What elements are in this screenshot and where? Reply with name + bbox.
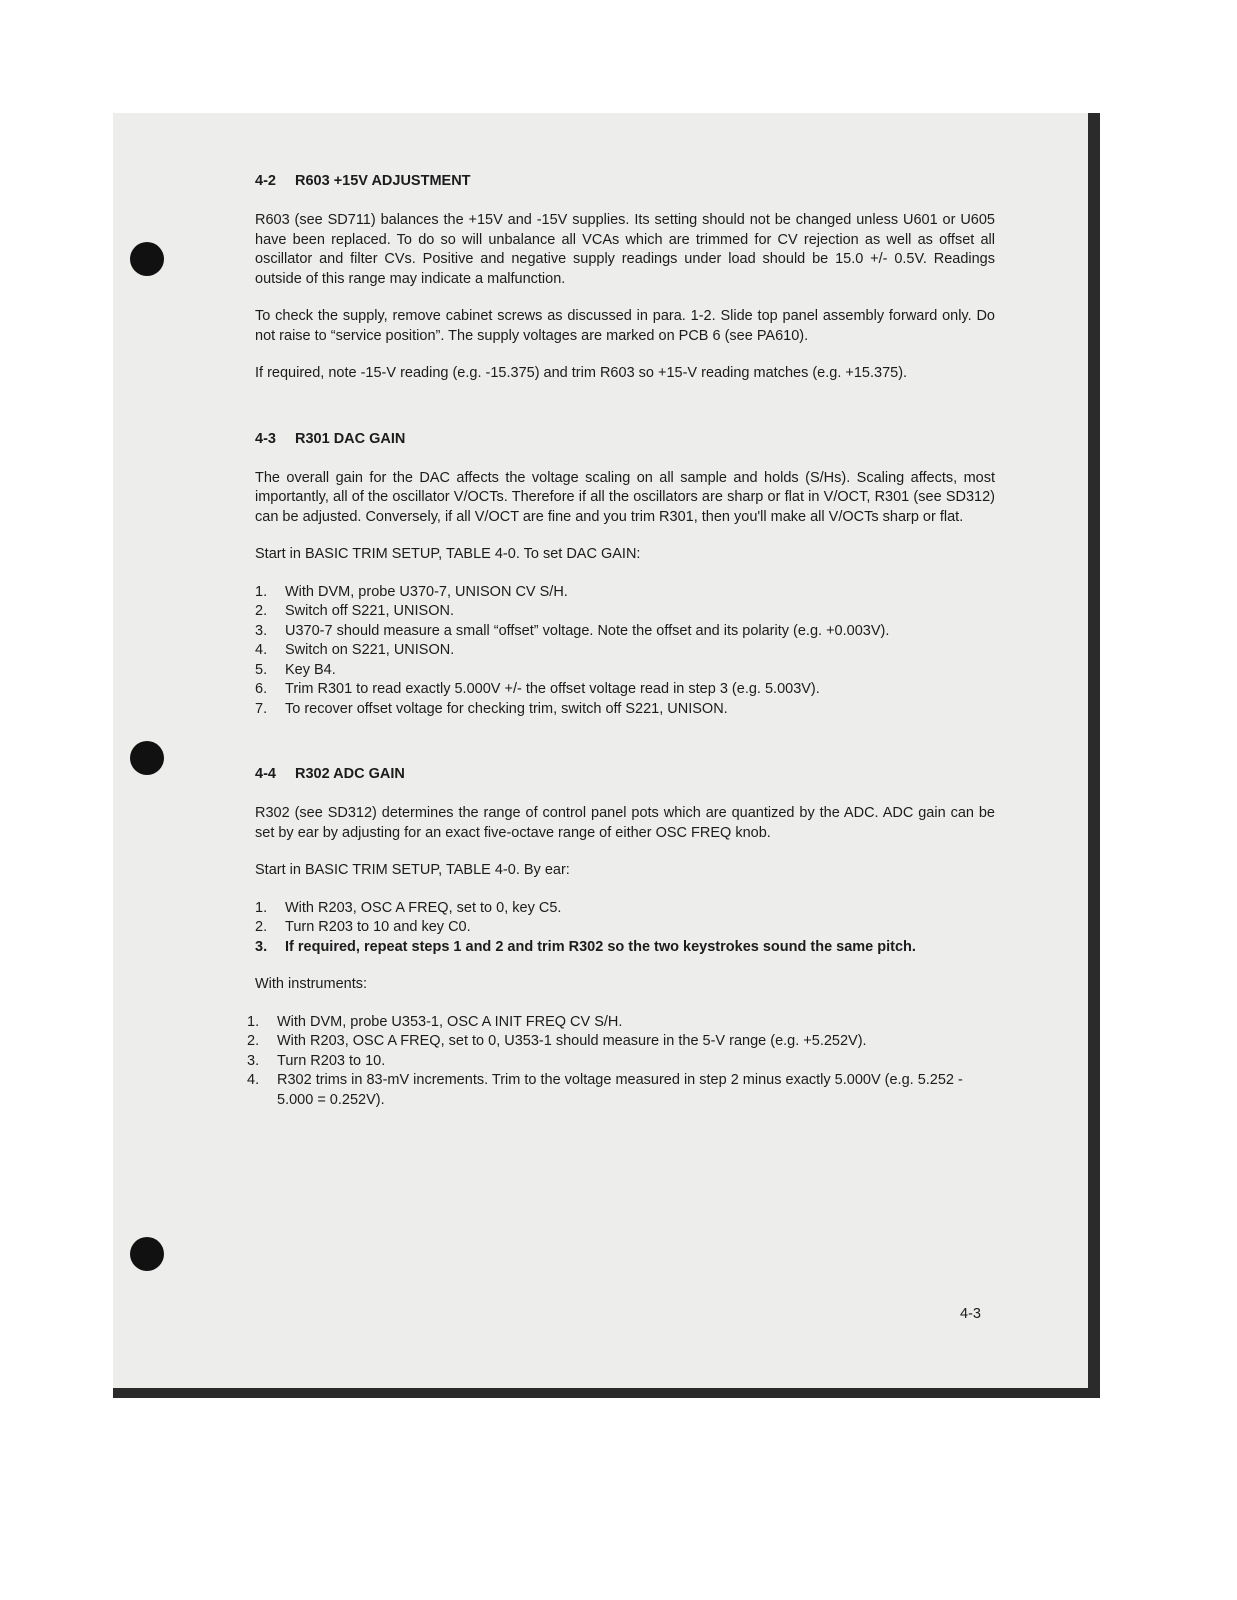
paragraph: The overall gain for the DAC affects the voltage scaling on all sample and holds (S/Hs). Scaling affects, most importantly, all of the oscillator V/OCTs. Therefore if all the oscillators are sharp or flat in V/OCT, R301 (see SD312) can be adjusted. Conversely, if all V/OCT are fine and you trim R301, then you'll make all V/OCTs sharp or flat. <box>255 469 995 525</box>
list-item: 4. R302 trims in 83-mV increments. Trim to the voltage measured in step 2 minus exactly 5.000V (e.g. 5.252 - 5.000 = 0.252V). <box>247 1072 963 1108</box>
list-item: 1. With DVM, probe U370-7, UNISON CV S/H. <box>255 583 568 600</box>
paragraph: R603 (see SD711) balances the +15V and -15V supplies. Its setting should not be changed unless U601 or U605 have been replaced. To do so will unbalance all VCAs which are trimmed for CV rejection as well as offset all oscillator and filter CVs. Positive and negative supply readings under load should be 15.0 +/- 0.5V. Readings outside of this range may indicate a malfunction. <box>255 212 995 287</box>
binder-hole-bottom <box>130 1237 164 1271</box>
section-heading <box>255 430 995 449</box>
section-4-3 <box>255 430 995 720</box>
page-shadow-right <box>1088 113 1100 1398</box>
paragraph: To check the supply, remove cabinet screws as discussed in para. 1-2. Slide top panel assembly forward only. Do not raise to “service position”. The supply voltages are marked on PCB 6 (see PA610). <box>255 308 995 344</box>
paragraph: Start in BASIC TRIM SETUP, TABLE 4-0. By ear: <box>255 862 570 878</box>
list-item: 6. Trim R301 to read exactly 5.000V +/- the offset voltage read in step 3 (e.g. 5.003V). <box>255 681 820 697</box>
paragraph: Start in BASIC TRIM SETUP, TABLE 4-0. To set DAC GAIN: <box>255 546 641 562</box>
binder-hole-middle <box>130 741 164 775</box>
section-4-4 <box>247 765 995 1110</box>
list-item: 3. If required, repeat steps 1 and 2 and trim R302 so the two keystrokes sound the same pitch. <box>255 938 916 955</box>
section-title: R302 ADC GAIN <box>295 766 405 782</box>
list-item: 5. Key B4. <box>255 661 336 678</box>
dac-gain-steps <box>255 583 995 720</box>
list-item: 2. With R203, OSC A FREQ, set to 0, U353-1 should measure in the 5-V range (e.g. +5.252V). <box>247 1033 867 1049</box>
page-number: 4-3 <box>960 1306 981 1322</box>
section-number: 4-2 <box>255 173 276 189</box>
instrument-steps <box>247 1013 995 1111</box>
section-number: 4-4 <box>255 766 276 782</box>
page-shadow-bottom <box>113 1388 1100 1398</box>
list-item: 2. Switch off S221, UNISON. <box>255 603 454 619</box>
section-title: R603 +15V ADJUSTMENT <box>295 173 471 189</box>
list-item: 7. To recover offset voltage for checking trim, switch off S221, UNISON. <box>255 700 728 717</box>
section-4-2 <box>255 172 995 384</box>
list-item: 2. Turn R203 to 10 and key C0. <box>255 919 471 935</box>
by-ear-steps <box>255 899 995 958</box>
list-item: 4. Switch on S221, UNISON. <box>255 642 455 658</box>
instruments-intro: With instruments: <box>255 976 367 992</box>
section-title: R301 DAC GAIN <box>295 430 406 447</box>
list-item: 3. U370-7 should measure a small “offset” voltage. Note the offset and its polarity (e.g. +0.003V). <box>255 622 890 639</box>
paragraph: R302 (see SD312) determines the range of control panel pots which are quantized by the ADC. ADC gain can be set by ear by adjusting for an exact five-octave range of either OSC FREQ knob. <box>255 805 995 841</box>
list-item: 3. Turn R203 to 10. <box>247 1052 386 1069</box>
section-heading <box>255 172 995 191</box>
section-number: 4-3 <box>255 430 276 447</box>
paragraph: If required, note -15-V reading (e.g. -15.375) and trim R603 so +15-V reading matches (e.g. +15.375). <box>255 365 908 381</box>
section-heading <box>255 765 995 784</box>
binder-hole-top <box>130 242 164 276</box>
list-item: 1. With DVM, probe U353-1, OSC A INIT FREQ CV S/H. <box>247 1013 623 1030</box>
page-content <box>247 166 995 1128</box>
list-item: 1. With R203, OSC A FREQ, set to 0, key C5. <box>255 899 562 916</box>
